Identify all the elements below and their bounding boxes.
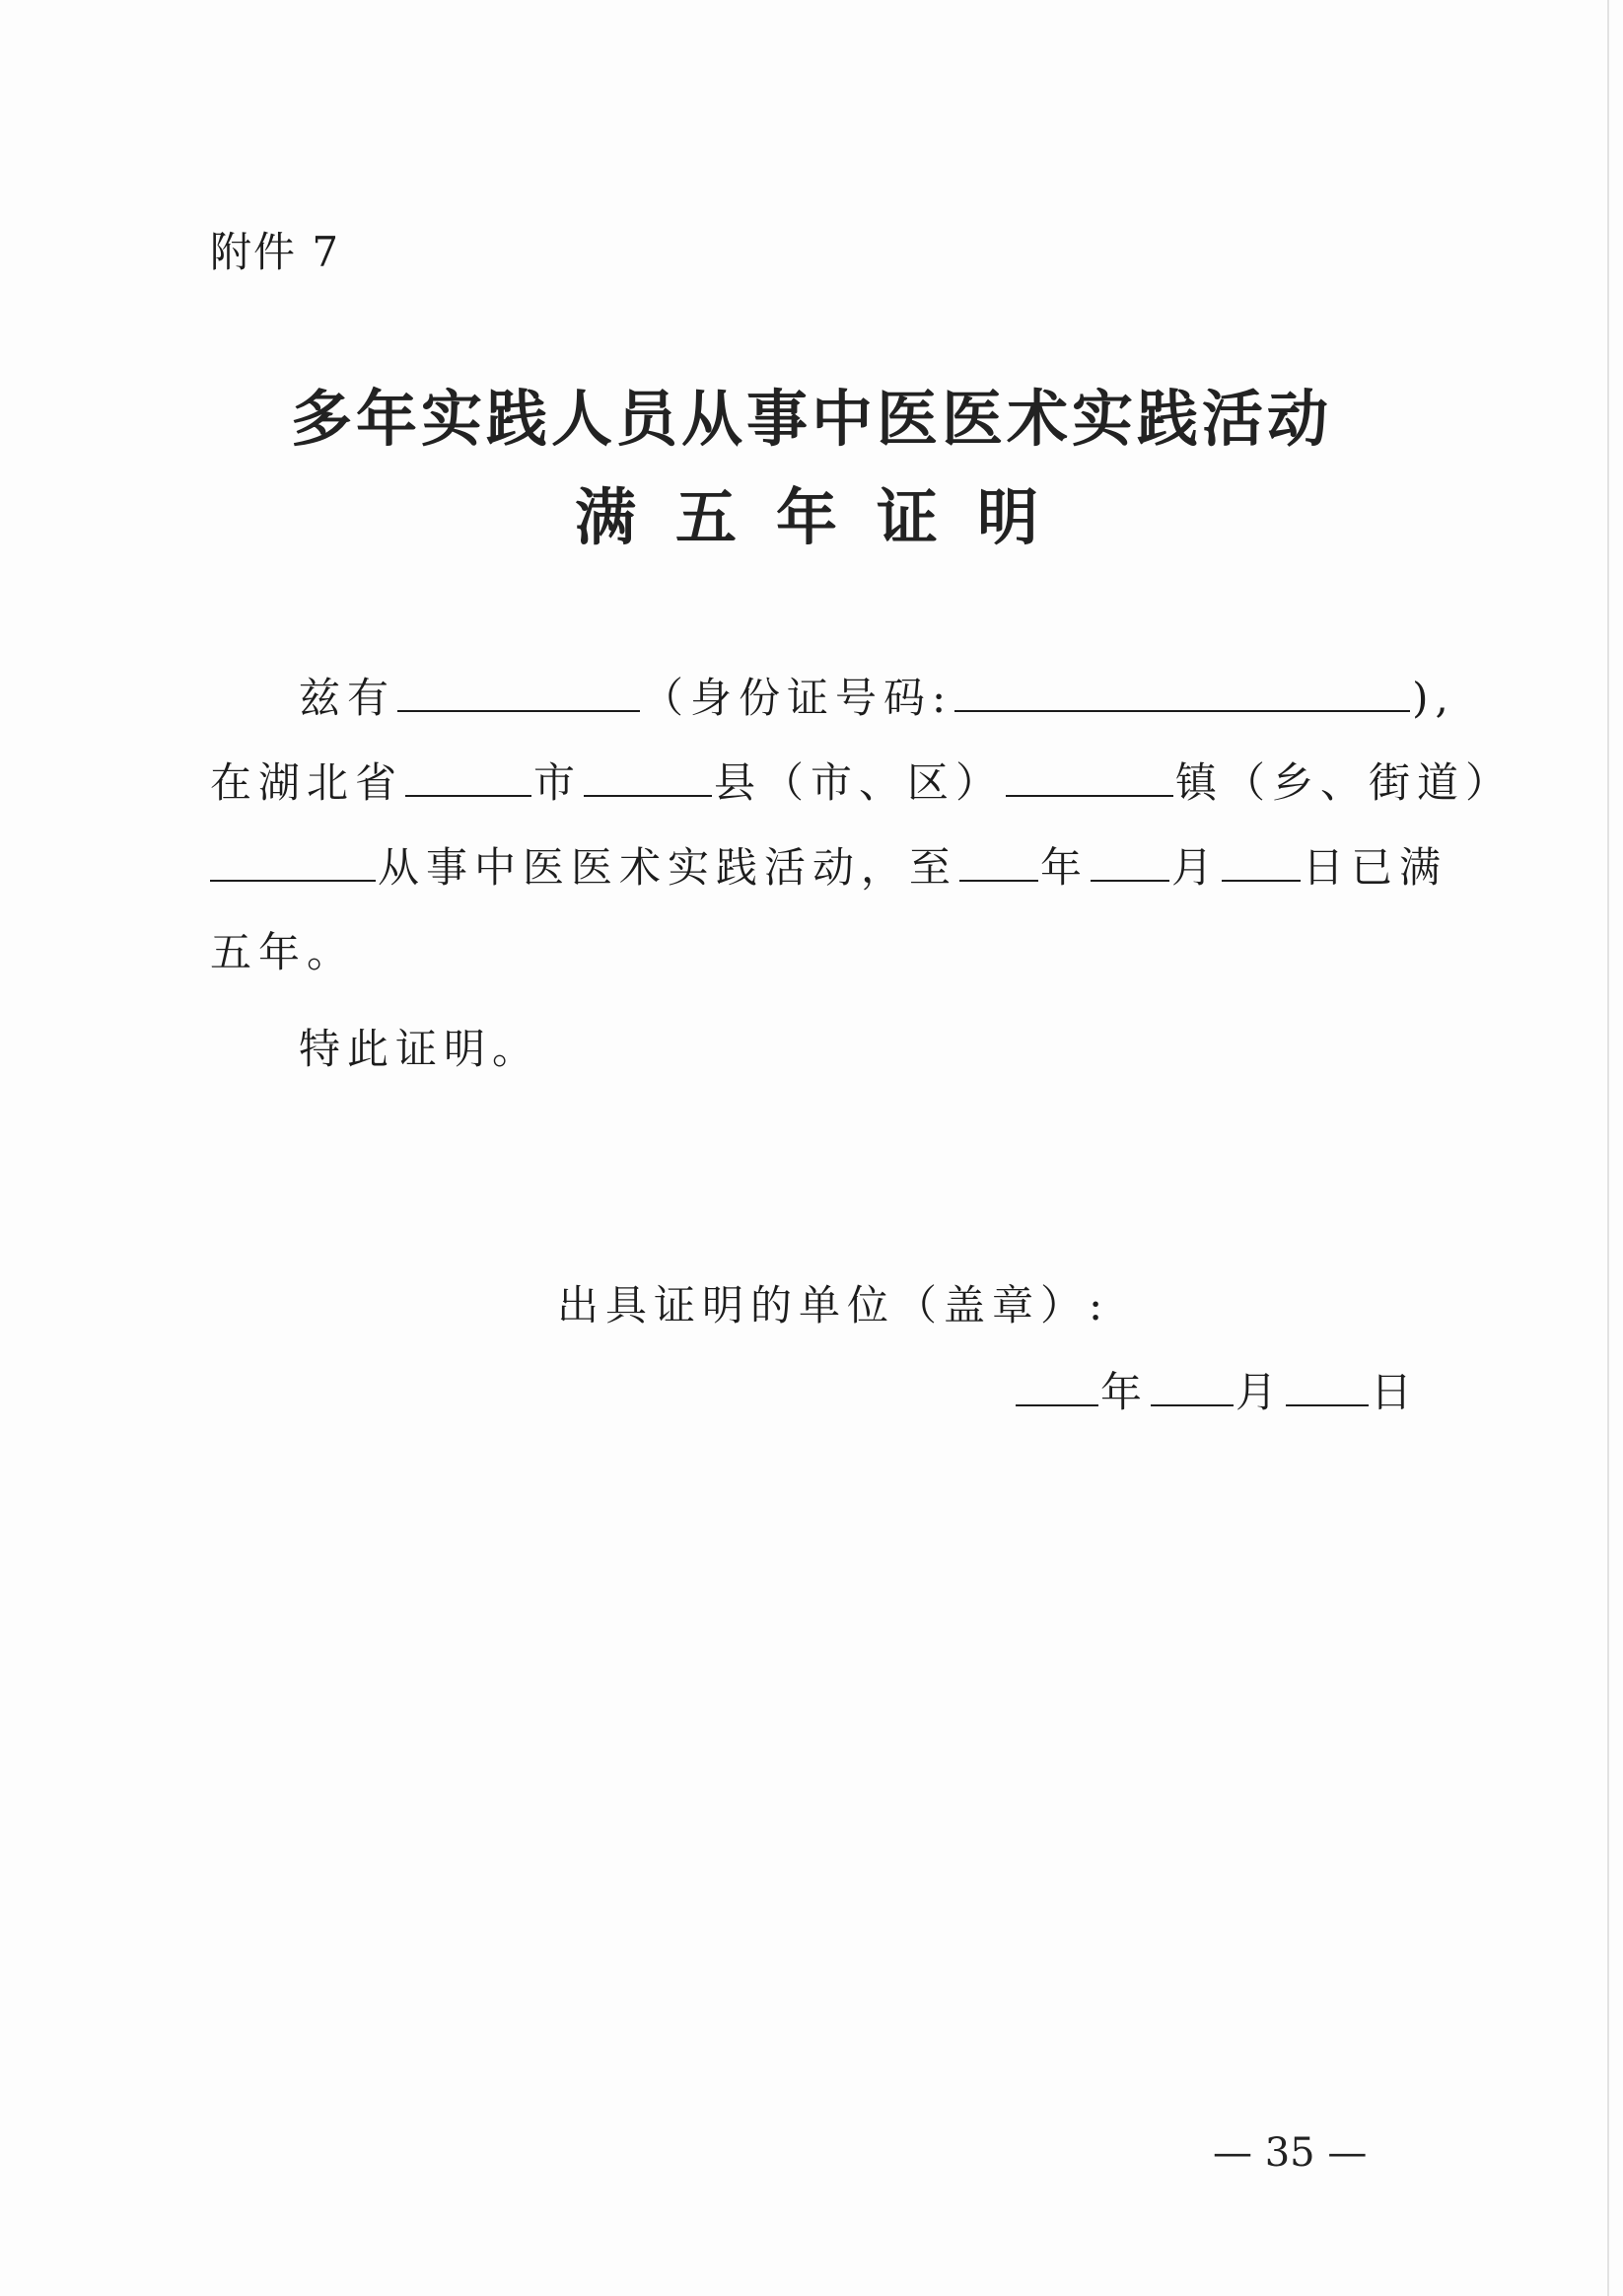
body-line-3	[210, 840, 1447, 896]
attachment-label: 附件 7	[210, 228, 341, 276]
sign-day-blank	[1286, 1365, 1369, 1406]
village-blank	[210, 840, 376, 882]
body-text: 年	[1040, 843, 1090, 892]
document-title-line1: 多年实践人员从事中医医术实践活动	[290, 383, 1332, 455]
year-blank	[959, 840, 1038, 882]
body-text: （身份证号码:	[642, 674, 953, 722]
sign-month-blank	[1151, 1365, 1234, 1406]
town-blank	[1006, 755, 1173, 797]
city-blank	[405, 755, 531, 797]
sign-month-label: 月	[1235, 1368, 1285, 1416]
body-text: 兹有	[299, 674, 396, 722]
sign-day-label: 日	[1371, 1368, 1420, 1416]
body-text: ),	[1412, 674, 1455, 722]
body-text: 市	[533, 758, 583, 807]
body-line-4: 五年。	[210, 928, 356, 976]
sign-year-label: 年	[1100, 1368, 1150, 1416]
name-blank	[397, 671, 640, 712]
id-number-blank	[954, 671, 1410, 712]
body-text: 月	[1171, 843, 1221, 892]
page-edge	[1607, 0, 1609, 2296]
issuing-unit-label: 出具证明的单位（盖章）:	[557, 1281, 1110, 1329]
body-line-1	[299, 671, 1455, 726]
body-text: 在湖北省	[210, 758, 404, 807]
county-blank	[584, 755, 712, 797]
month-blank	[1091, 840, 1169, 882]
certification-statement: 特此证明。	[299, 1025, 541, 1073]
day-blank	[1222, 840, 1301, 882]
signature-date	[1016, 1365, 1419, 1420]
body-text: 日已满	[1303, 843, 1448, 892]
body-line-2	[210, 755, 1514, 811]
page-number: — 35 —	[1213, 2130, 1368, 2176]
document-title-line2: 满五年证明	[574, 481, 1078, 553]
body-text: 镇（乡、街道）	[1175, 758, 1515, 807]
body-text: 县（市、区）	[714, 758, 1005, 807]
sign-year-blank	[1016, 1365, 1098, 1406]
body-text: 从事中医医术实践活动，至	[378, 843, 958, 892]
